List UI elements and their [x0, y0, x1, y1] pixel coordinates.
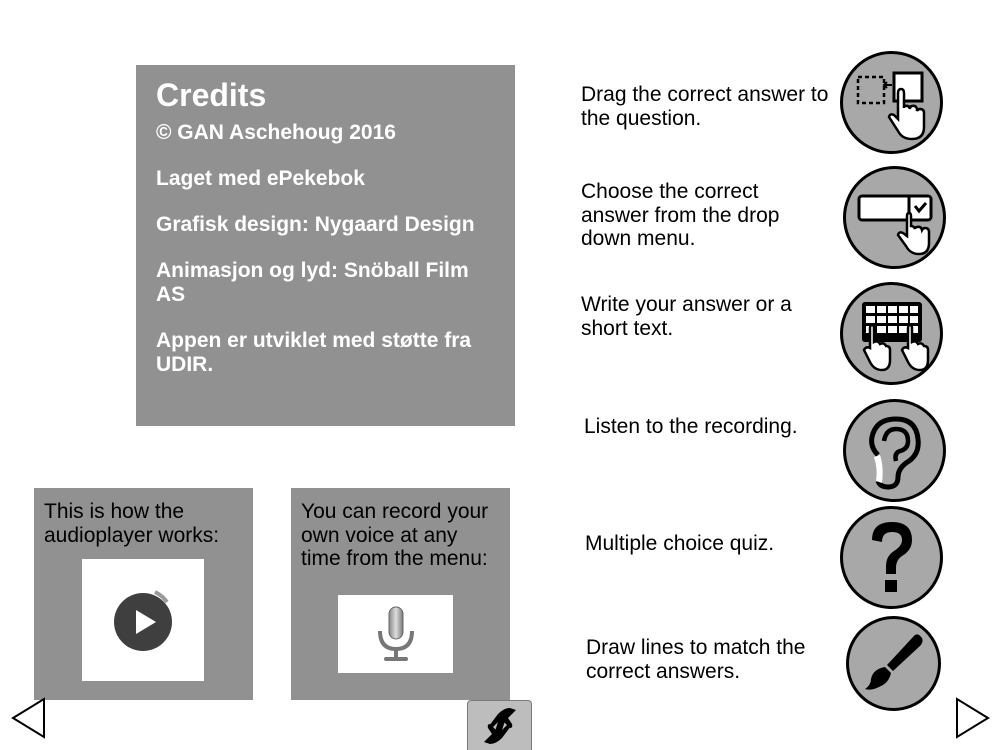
record-info-text: You can record your own voice at any time from the menu: — [301, 500, 489, 570]
drag-drop-icon — [840, 51, 943, 154]
credits-line-design: Grafisk design: Nygaard Design — [156, 213, 475, 236]
keyboard-icon — [840, 282, 943, 385]
credits-line-animation: Animasjon og lyd: Snöball Film AS — [156, 259, 469, 306]
credits-line-support: Appen er utviklet med støtte fra UDIR. — [156, 329, 472, 376]
record-info-box — [291, 488, 510, 700]
menu-button[interactable] — [467, 700, 532, 750]
audioplayer-info-text: This is how the audioplayer works: — [44, 500, 220, 547]
dropdown-icon — [843, 166, 946, 269]
paintbrush-icon — [846, 616, 941, 711]
instruction-quiz-text: Multiple choice quiz. — [585, 532, 775, 555]
credits-line-made-with: Laget med ePekebok — [156, 167, 365, 190]
ear-icon — [843, 399, 946, 502]
next-page-arrow-icon[interactable] — [953, 697, 991, 739]
record-preview — [338, 595, 453, 673]
question-mark-icon — [840, 506, 943, 609]
previous-page-arrow-icon[interactable] — [10, 697, 48, 739]
hands-icon — [478, 704, 522, 748]
instruction-dropdown-text: Choose the correct answer from the drop down menu. — [581, 180, 780, 250]
instruction-drag-text: Drag the correct answer to the question. — [581, 83, 829, 130]
play-button-icon[interactable] — [103, 580, 183, 660]
instruction-draw-text: Draw lines to match the correct answers. — [586, 636, 806, 683]
credits-title: Credits — [156, 77, 267, 113]
credits-panel — [136, 65, 515, 426]
instruction-write-text: Write your answer or a short text. — [581, 293, 792, 340]
audioplayer-info-box — [34, 488, 253, 700]
credits-line-copyright: © GAN Aschehoug 2016 — [156, 121, 396, 144]
microphone-icon[interactable] — [373, 603, 419, 665]
instruction-listen-text: Listen to the recording. — [584, 415, 798, 438]
audioplayer-preview — [82, 559, 204, 681]
